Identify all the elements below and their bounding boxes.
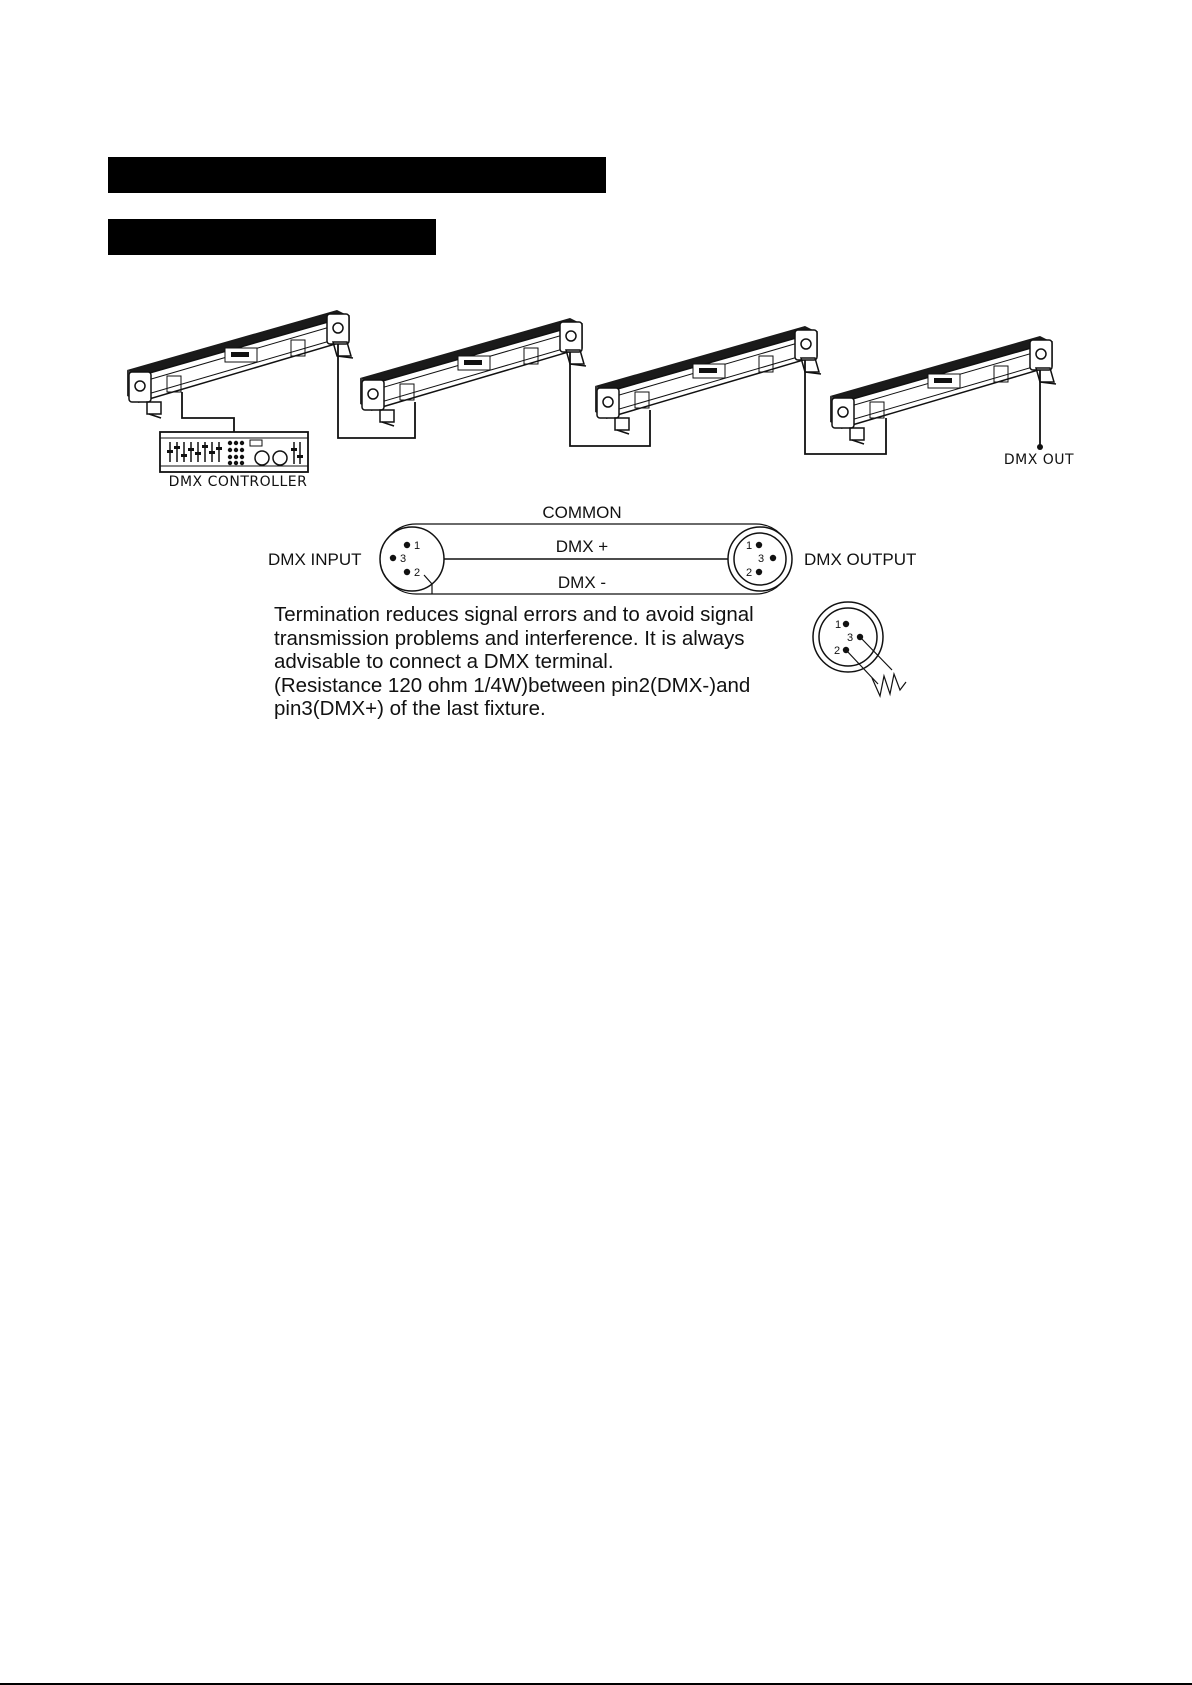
- led-bar-fixture-2: [360, 318, 586, 426]
- dmx-output-label: DMX OUTPUT: [804, 550, 917, 569]
- dmx-minus-label: DMX -: [557, 573, 607, 592]
- dmx-input-connector: [380, 527, 444, 591]
- dmx-input-label: DMX INPUT: [268, 550, 362, 569]
- dmx-controller: [160, 432, 308, 472]
- input-pin-2-label: 2: [414, 567, 421, 579]
- output-pin-3-label: 3: [758, 553, 765, 565]
- led-bar-fixture-3: [595, 326, 821, 434]
- output-pin-2-label: 2: [746, 567, 753, 579]
- input-pin-1-label: 1: [414, 540, 421, 552]
- led-bar-fixture-1: [127, 310, 353, 418]
- terminator-pin-3-label: 3: [847, 632, 854, 644]
- terminator-pin-2-label: 2: [834, 645, 841, 657]
- led-bar-fixture-4: [830, 336, 1056, 444]
- input-pin-3-label: 3: [400, 553, 407, 565]
- common-label: COMMON: [542, 503, 622, 522]
- dmx-controller-label: DMX CONTROLLER: [168, 474, 308, 490]
- termination-note: Termination reduces signal errors and to avoid signal transmission problems and interference. It is always advisable to connect a DMX terminal. (Resistance 120 ohm 1/4W)between pin2(DMX-)and pin3(DMX+) of the last fixture.: [274, 603, 754, 720]
- dmx-out-label: DMX OUT: [1003, 452, 1075, 468]
- output-pin-1-label: 1: [746, 540, 753, 552]
- dmx-plus-label: DMX +: [555, 537, 609, 556]
- terminator-pin-1-label: 1: [835, 619, 842, 631]
- dmx-terminator-plug: [813, 602, 906, 696]
